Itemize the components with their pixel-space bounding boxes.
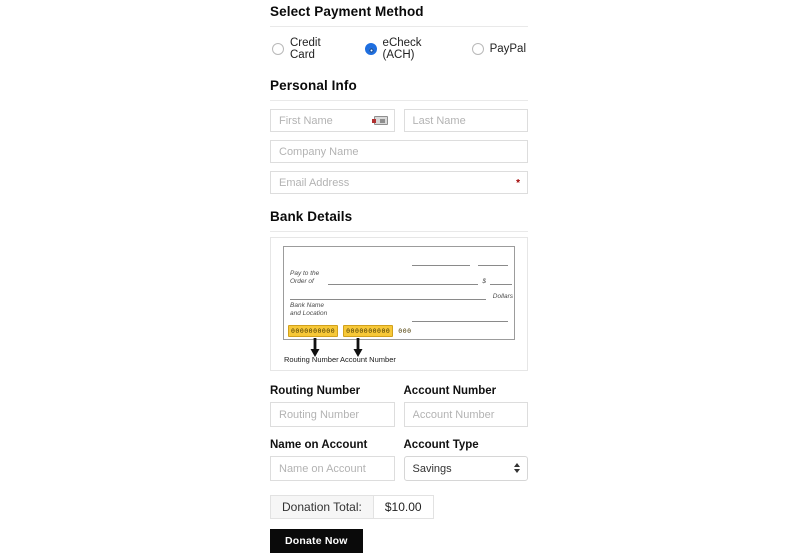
radio-label: eCheck (ACH) (382, 37, 422, 61)
payment-method-options (270, 27, 528, 67)
donation-total (270, 495, 434, 519)
account-number-input[interactable] (404, 402, 529, 427)
account-number-label: Account Number (403, 385, 497, 397)
radio-label: Credit Card (290, 37, 321, 61)
check-illustration (270, 237, 528, 371)
account-holder-labels (270, 439, 528, 451)
company-name-input[interactable] (270, 140, 528, 163)
account-holder-fields (270, 456, 528, 481)
pay-to-text: Pay to the Order of (290, 270, 320, 285)
radio-label: PayPal (489, 43, 526, 55)
email-input[interactable] (270, 171, 528, 194)
routing-number-input[interactable] (270, 402, 395, 427)
radio-paypal[interactable] (472, 43, 526, 55)
last-name-input[interactable] (404, 109, 529, 132)
donation-form (270, 0, 528, 553)
required-asterisk: * (516, 178, 520, 189)
donate-now-button[interactable]: Donate Now (270, 529, 363, 553)
bank-number-fields (270, 402, 528, 427)
radio-credit-card[interactable] (272, 37, 345, 61)
routing-number-label: Routing Number (270, 385, 361, 397)
radio-icon[interactable] (365, 43, 377, 55)
radio-icon[interactable] (472, 43, 484, 55)
personal-info-heading: Personal Info (270, 74, 528, 101)
check-number-micr: 000 (398, 327, 412, 335)
account-figure-label: Account Number (340, 355, 396, 364)
date-line-short (478, 265, 508, 266)
account-micr: 0000000000 (343, 325, 393, 337)
name-on-account-label: Name on Account (270, 439, 368, 451)
amount-words-line (290, 299, 486, 300)
donation-total-label: Donation Total: (270, 495, 374, 519)
routing-micr: 0000000000 (288, 325, 338, 337)
account-type-select[interactable] (404, 456, 529, 481)
name-fields-row (270, 109, 528, 132)
dollar-sign: $ (482, 278, 486, 285)
select-arrows-icon (514, 463, 520, 473)
check-paper (283, 246, 515, 340)
payment-method-heading: Select Payment Method (270, 0, 528, 27)
routing-figure-label: Routing Number (284, 355, 339, 364)
name-on-account-input[interactable] (270, 456, 395, 481)
bank-name-text: Bank Name and Location (290, 302, 328, 317)
dollars-word: Dollars (492, 293, 513, 300)
bank-details-heading: Bank Details (270, 205, 528, 232)
radio-echeck[interactable] (365, 37, 452, 61)
micr-row (288, 325, 412, 337)
autofill-icon[interactable] (374, 116, 388, 125)
amount-line (490, 284, 512, 285)
donation-total-amount: $10.00 (374, 495, 434, 519)
account-type-label: Account Type (403, 439, 479, 451)
account-type-value: Savings (412, 462, 452, 475)
bank-number-labels (270, 385, 528, 397)
date-line (412, 265, 470, 266)
payee-line (328, 284, 478, 285)
radio-icon[interactable] (272, 43, 284, 55)
signature-line (412, 321, 508, 322)
